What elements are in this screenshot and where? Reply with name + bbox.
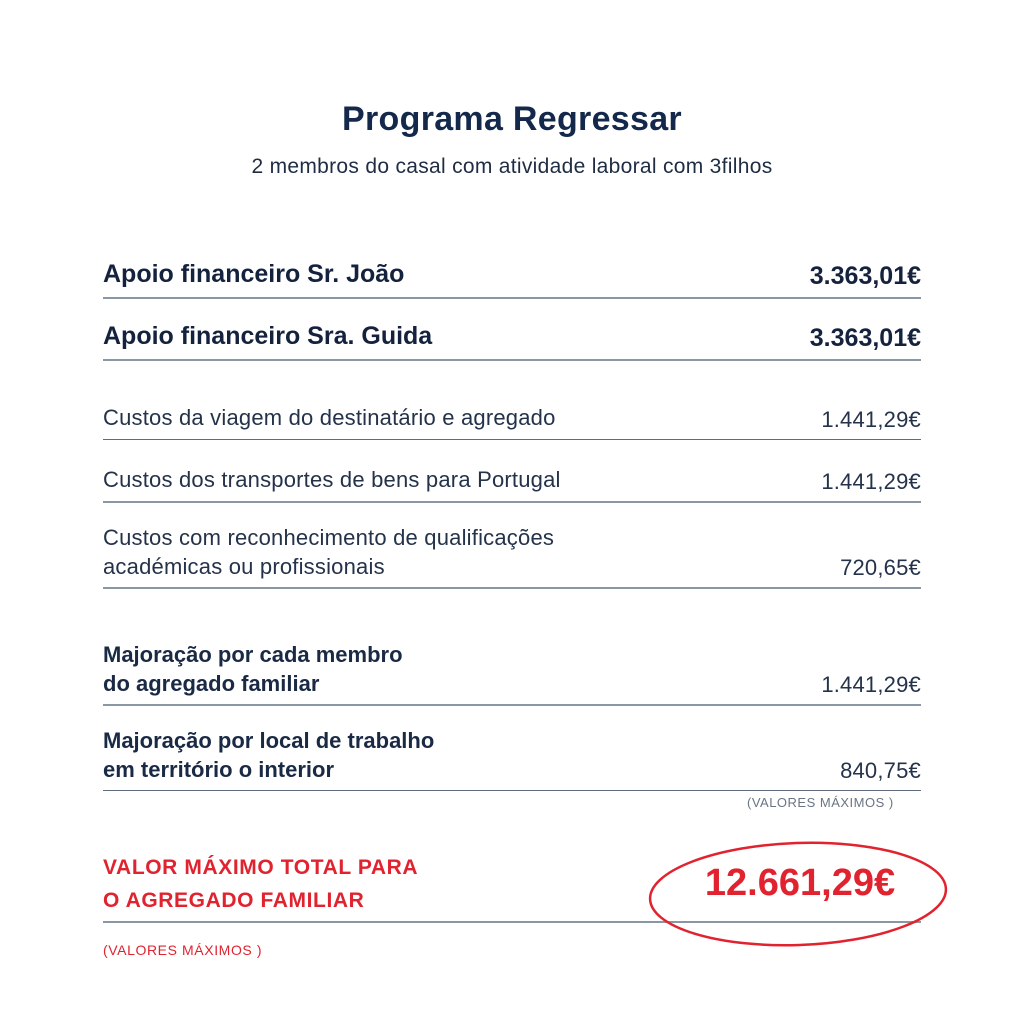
row-value: 1.441,29€ xyxy=(821,672,921,698)
row-value: 720,65€ xyxy=(840,555,921,581)
row-label xyxy=(103,641,403,698)
page-subtitle: 2 membros do casal com atividade laboral com 3filhos xyxy=(251,155,773,178)
page-title: Programa Regressar xyxy=(342,100,682,138)
row-label-line1: Custos com reconhecimento de qualificações xyxy=(103,525,555,550)
row-majoracao-membro xyxy=(103,641,921,706)
row-label: Apoio financeiro Sr. João xyxy=(103,260,405,288)
row-custos-transportes xyxy=(103,466,921,503)
row-label xyxy=(103,524,554,581)
row-custos-qualificacoes xyxy=(103,524,921,589)
row-value: 3.363,01€ xyxy=(809,261,921,290)
row-value: 1.441,29€ xyxy=(821,468,921,494)
row-value: 1.441,29€ xyxy=(821,406,921,432)
max-values-note: (VALORES MÁXIMOS ) xyxy=(747,795,894,810)
row-majoracao-interior xyxy=(103,727,921,791)
row-apoio-guida xyxy=(103,320,921,361)
total-label xyxy=(103,852,418,917)
row-label-line2: académicas ou profissionais xyxy=(103,553,385,579)
row-label: Custos dos transportes de bens para Portugal xyxy=(103,467,561,492)
row-label-line1: Majoração por local de trabalho xyxy=(103,728,435,753)
row-label: Apoio financeiro Sra. Guida xyxy=(103,322,433,350)
row-label xyxy=(103,727,434,784)
row-label-line2: em território o interior xyxy=(103,756,335,782)
row-value: 840,75€ xyxy=(840,758,921,784)
total-label-line1: VALOR MÁXIMO TOTAL PARA xyxy=(103,856,419,879)
row-value: 3.363,01€ xyxy=(809,323,921,352)
row-label-line2: do agregado familiar xyxy=(103,670,320,696)
row-custos-viagem xyxy=(103,404,921,440)
max-values-note-red: (VALORES MÁXIMOS ) xyxy=(103,942,263,958)
row-label-line1: Majoração por cada membro xyxy=(103,642,403,667)
total-label-line2: O AGREGADO FAMILIAR xyxy=(103,888,365,912)
row-apoio-joao xyxy=(103,258,921,299)
row-label: Custos da viagem do destinatário e agregado xyxy=(103,405,556,430)
total-value: 12.661,29€ xyxy=(704,862,896,904)
